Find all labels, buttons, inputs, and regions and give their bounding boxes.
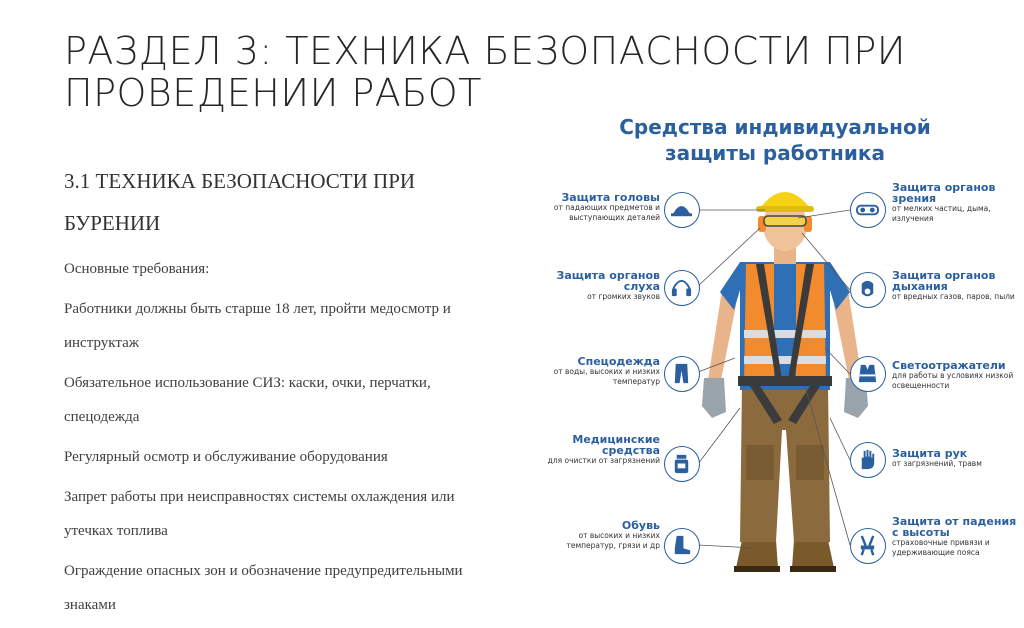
jar-icon [664,446,700,482]
ppe-infographic [540,108,1024,576]
label-head-protection: Защита головы от падающих предметов и выступающих деталей [553,191,660,222]
label-respiratory-protection: Защита органов дыхания от вредных газов, паров, пыли [892,269,1015,301]
harness-icon [850,528,886,564]
glove-icon [850,442,886,478]
label-medical: Медицинские средства для очистки от загрязнений [547,433,660,465]
respirator-icon [850,272,886,308]
paragraph-ppe: Обязательное использование СИЗ: каски, очки, перчатки, спецодежда [64,375,431,425]
headphones-icon [664,270,700,306]
helmet-icon [664,192,700,228]
vest-icon [850,356,886,392]
label-hand-protection: Защита рук от загрязнений, травм [892,447,982,468]
label-eye-protection: Защита органов зрения от мелких частиц, дыма, излучения [892,181,996,223]
trousers-icon [664,356,700,392]
slide-title: РАЗДЕЛ 3: ТЕХНИКА БЕЗОПАСНОСТИ ПРИ ПРОВЕДЕНИИ РАБОТ [64,29,906,115]
paragraph-maintenance: Регулярный осмотр и обслуживание оборудования [64,449,388,465]
label-hearing-protection: Защита органов слуха от громких звуков [556,269,660,301]
paragraph-malfunction: Запрет работы при неисправностях системы охлаждения или утечках топлива [64,489,455,539]
goggles-icon [850,192,886,228]
infographic-title: Средства индивидуальной защиты работника [619,115,931,165]
boot-icon [664,528,700,564]
paragraph-requirements: Основные требования: [64,261,210,277]
label-workwear: Спецодежда от воды, высоких и низких температур [553,355,660,386]
content-body [64,160,504,628]
label-reflectors: Светоотражатели для работы в условиях низкой освещенности [892,359,1014,390]
paragraph-age: Работники должны быть старше 18 лет, пройти медосмотр и инструктаж [64,301,451,351]
paragraph-fencing: Ограждение опасных зон и обозначение предупредительными знаками [64,563,463,613]
connector-lines [540,108,1024,576]
label-fall-protection: Защита от падения с высоты страховочные привязи и удерживающие пояса [892,515,1017,557]
subheading: 3.1 ТЕХНИКА БЕЗОПАСНОСТИ ПРИ БУРЕНИИ [64,169,416,235]
label-footwear: Обувь от высоких и низких температур, грязи и др [566,519,660,550]
